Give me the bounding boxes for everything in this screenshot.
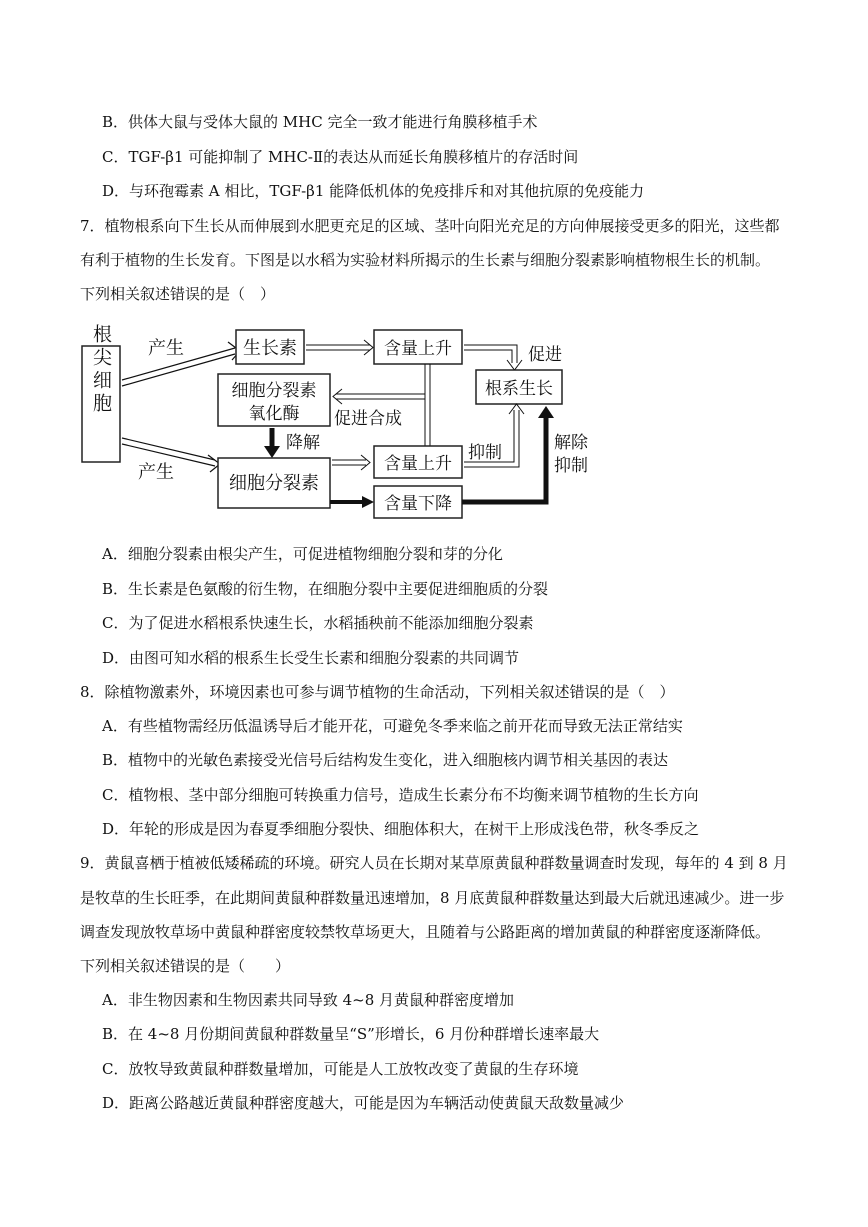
q8-option-d: D．年轮的形成是因为春夏季细胞分裂快、细胞体积大，在树干上形成浅色带，秋冬季反之 (102, 820, 700, 838)
q7-stem-line-3: 下列相关叙述错误的是（ ） (80, 285, 276, 303)
q7-stem-line-1: 7．植物根系向下生长从而伸展到水肥更充足的区域、茎叶向阳光充足的方向伸展接受更多的阳光，这些都 (80, 217, 780, 235)
q9-option-b: B．在 4~8 月份期间黄鼠种群数量呈“S”形增长，6 月份种群增长速率最大 (102, 1025, 600, 1043)
root-growth-label: 根系生长 (485, 379, 553, 399)
q6-option-c: C．TGF-β1 可能抑制了 MHC-Ⅱ的表达从而延长角膜移植片的存活时间 (102, 148, 579, 166)
produce-label-top: 产生 (148, 338, 184, 359)
q9-option-c: C．放牧导致黄鼠种群数量增加，可能是人工放牧改变了黄鼠的生存环境 (102, 1060, 579, 1078)
q7-option-a: A．细胞分裂素由根尖产生，可促进植物细胞分裂和芽的分化 (102, 545, 503, 563)
degrade-label: 降解 (286, 433, 320, 453)
content-rise-top-label: 含量上升 (384, 339, 452, 359)
q9-stem-line-1: 9．黄鼠喜栖于植被低矮稀疏的环境。研究人员在长期对某草原黄鼠种群数量调查时发现，每年的 4 到 8 月 (80, 854, 788, 872)
oxidase-label-line2: 氧化酶 (248, 404, 300, 424)
q8-option-c: C．植物根、茎中部分细胞可转换重力信号，造成生长素分布不均衡来调节植物的生长方向 (102, 786, 699, 804)
q9-stem-line-4: 下列相关叙述错误的是（ ） (80, 957, 291, 975)
q6-option-d: D．与环孢霉素 A 相比，TGF-β1 能降低机体的免疫排斥和对其他抗原的免疫能力 (102, 182, 645, 200)
auxin-label: 生长素 (243, 338, 297, 359)
q9-option-d: D．距离公路越近黄鼠种群密度越大，可能是因为车辆活动使黄鼠天敌数量减少 (102, 1094, 625, 1112)
q8-option-a: A．有些植物需经历低温诱导后才能开花，可避免冬季来临之前开花而导致无法正常结实 (102, 717, 683, 735)
q9-option-a: A．非生物因素和生物因素共同导致 4~8 月黄鼠种群密度增加 (102, 991, 515, 1009)
q7-mechanism-diagram (70, 318, 590, 528)
q8-stem: 8．除植物激素外，环境因素也可参与调节植物的生命活动，下列相关叙述错误的是（ ） (80, 683, 675, 701)
q6-option-b: B．供体大鼠与受体大鼠的 MHC 完全一致才能进行角膜移植手术 (102, 113, 538, 131)
inhibit-label: 抑制 (468, 443, 502, 463)
q7-option-c: C．为了促进水稻根系快速生长，水稻插秧前不能添加细胞分裂素 (102, 614, 534, 632)
promote-label: 促进 (528, 345, 562, 365)
produce-label-bottom: 产生 (138, 462, 174, 483)
relieve-label-line1: 解除 (554, 433, 588, 453)
oxidase-label-line1: 细胞分裂素 (231, 381, 317, 401)
promote-synthesis-label: 促进合成 (334, 409, 402, 429)
content-rise-bottom-label: 含量上升 (384, 454, 452, 474)
q9-stem-line-3: 调查发现放牧草场中黄鼠种群密度较禁牧草场更大，且随着与公路距离的增加黄鼠的种群密度逐渐降低。 (80, 923, 771, 941)
q7-option-d: D．由图可知水稻的根系生长受生长素和细胞分裂素的共同调节 (102, 649, 520, 667)
q8-option-b: B．植物中的光敏色素接受光信号后结构发生变化，进入细胞核内调节相关基因的表达 (102, 751, 669, 769)
content-fall-label: 含量下降 (384, 494, 452, 514)
q7-stem-line-2: 有利于植物的生长发育。下图是以水稻为实验材料所揭示的生长素与细胞分裂素影响植物根生长的机制。 (80, 251, 771, 269)
q9-stem-line-2: 是牧草的生长旺季，在此期间黄鼠种群数量迅速增加，8 月底黄鼠种群数量达到最大后就迅速减少。进一步 (80, 889, 785, 907)
q7-option-b: B．生长素是色氨酸的衍生物，在细胞分裂中主要促进细胞质的分裂 (102, 580, 549, 598)
relieve-label-line2: 抑制 (554, 456, 588, 476)
cytokinin-label: 细胞分裂素 (229, 473, 319, 494)
root-tip-cell-label: 根尖细胞 (90, 324, 112, 416)
